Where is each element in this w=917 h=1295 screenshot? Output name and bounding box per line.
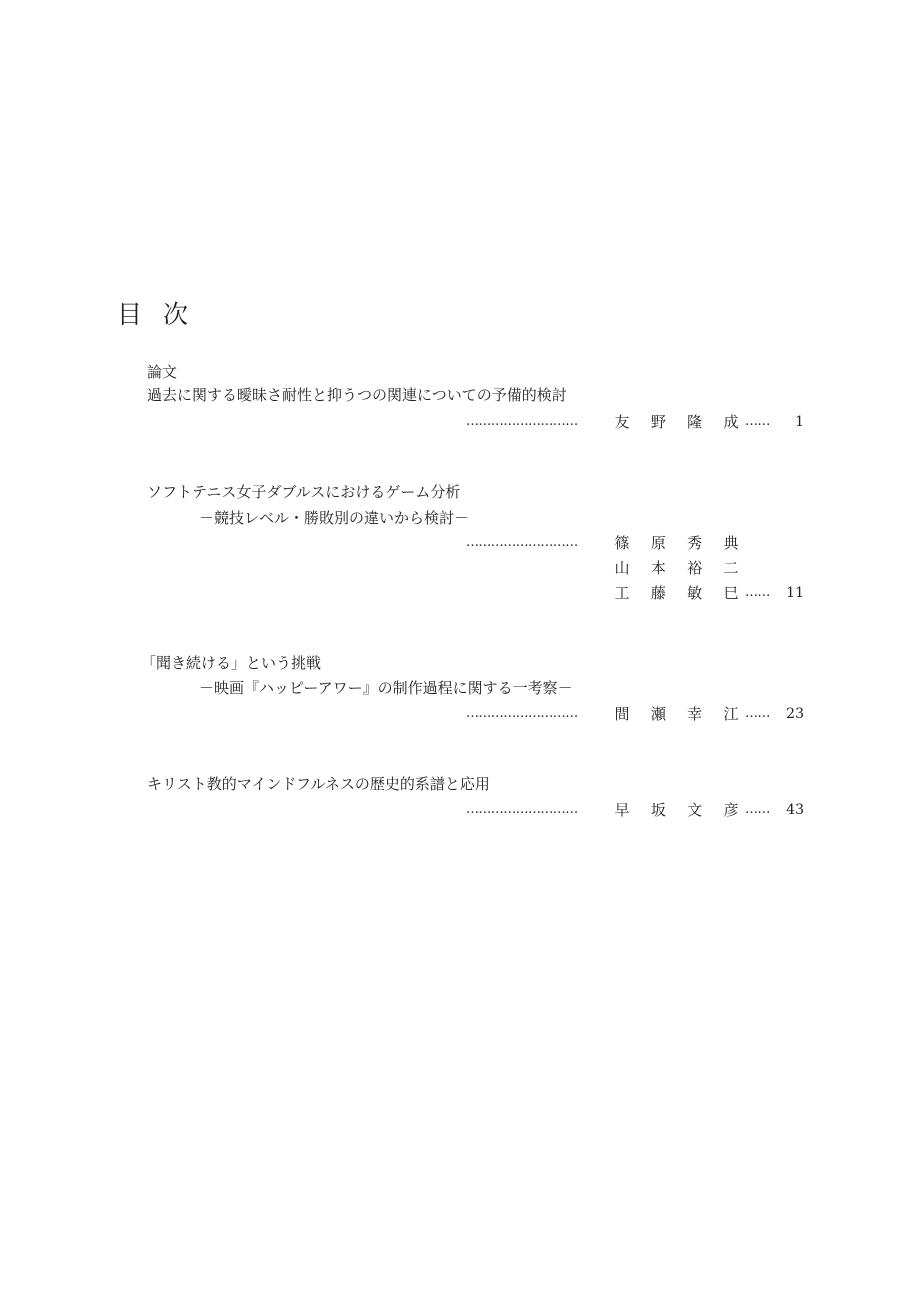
author-name: 間 瀬 幸 江 xyxy=(614,705,739,723)
dot-leader: ……………………… xyxy=(466,706,578,721)
page-number: 11 xyxy=(786,585,804,601)
dot-leader: ……………………… xyxy=(466,535,578,550)
page-number: 23 xyxy=(786,706,804,722)
entry-title[interactable]: 過去に関する曖昧さ耐性と抑うつの関連についての予備的検討 xyxy=(147,386,567,404)
dot-leader: ……………………… xyxy=(466,802,578,817)
author-name: 友 野 隆 成 xyxy=(614,413,739,431)
author-name: 山 本 裕 二 xyxy=(614,559,739,577)
page-leader: …… xyxy=(745,414,770,429)
page-leader: …… xyxy=(745,706,770,721)
author-name: 工 藤 敏 巳 xyxy=(614,584,739,602)
section-label: 論文 xyxy=(147,363,178,381)
dot-leader: ……………………… xyxy=(466,414,578,429)
page-leader: …… xyxy=(745,585,770,600)
page-leader: …… xyxy=(745,802,770,817)
page-number: 43 xyxy=(786,802,804,818)
entry-title[interactable]: キリスト教的マインドフルネスの歴史的系譜と応用 xyxy=(147,775,490,793)
author-name: 篠 原 秀 典 xyxy=(614,534,739,552)
entry-subtitle: －映画『ハッピーアワー』の制作過程に関する一考察－ xyxy=(199,679,573,697)
entry-subtitle: －競技レベル・勝敗別の違いから検討－ xyxy=(199,509,470,527)
entry-title[interactable]: 「聞き続ける」という挑戦 xyxy=(141,654,322,672)
page-number: 1 xyxy=(795,414,804,430)
entry-title[interactable]: ソフトテニス女子ダブルスにおけるゲーム分析 xyxy=(147,483,461,501)
page-title: 目次 xyxy=(117,300,210,329)
author-name: 早 坂 文 彦 xyxy=(614,801,739,819)
